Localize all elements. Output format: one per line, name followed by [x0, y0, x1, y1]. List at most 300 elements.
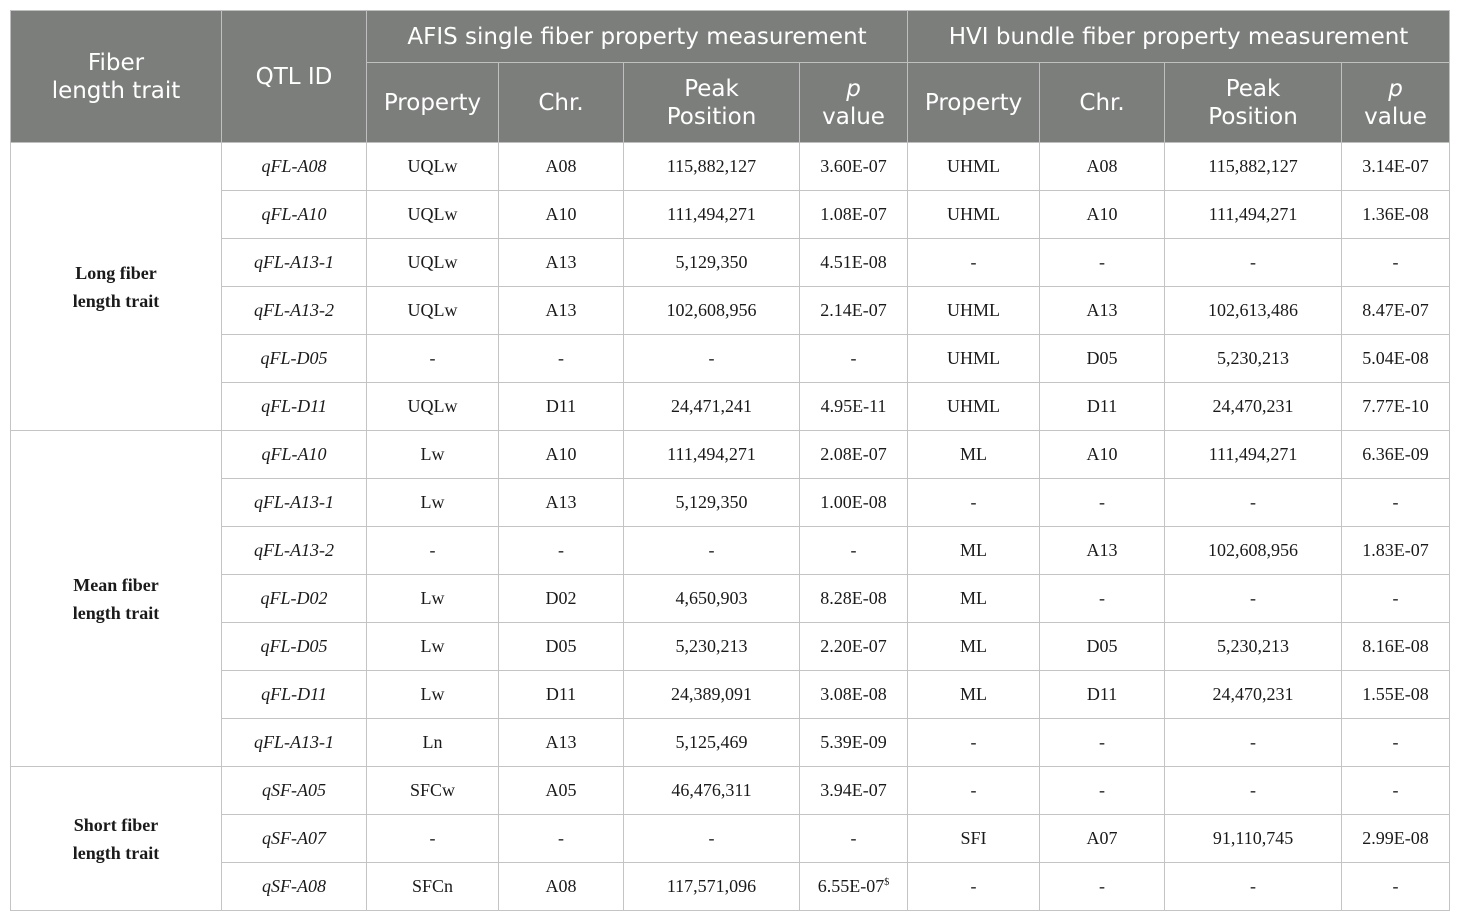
afis-p-value-value: 4.51E-08 — [820, 252, 887, 272]
header-afis-chr: Chr. — [499, 63, 624, 143]
afis-property-value: Lw — [420, 588, 445, 608]
hvi-peak-position-value: 102,608,956 — [1208, 540, 1299, 560]
afis-property-value: UQLw — [407, 300, 458, 320]
qtl-id-cell: qFL-A10 — [222, 191, 367, 239]
hvi-peak-position-value: 5,230,213 — [1217, 348, 1290, 368]
hvi-peak-position-cell — [1165, 815, 1342, 863]
hvi-peak-position-value: - — [1250, 588, 1257, 608]
hvi-property-cell — [908, 719, 1040, 767]
afis-p-value-cell — [800, 383, 908, 431]
afis-chr-cell — [499, 623, 624, 671]
header-hvi-property: Property — [908, 63, 1040, 143]
afis-peak-position-cell — [624, 479, 800, 527]
afis-chr-value: - — [558, 828, 564, 848]
afis-p-value-value: 1.00E-08 — [820, 492, 887, 512]
afis-peak-position-cell — [624, 431, 800, 479]
hvi-chr-cell — [1040, 287, 1165, 335]
afis-chr-cell — [499, 719, 624, 767]
hvi-chr-value: A13 — [1086, 300, 1118, 320]
afis-chr-value: D05 — [545, 636, 577, 656]
hvi-peak-position-value: 5,230,213 — [1217, 636, 1290, 656]
hvi-chr-cell — [1040, 575, 1165, 623]
afis-property-cell — [367, 383, 499, 431]
afis-p-value-cell — [800, 287, 908, 335]
afis-peak-position-cell — [624, 383, 800, 431]
afis-property-cell — [367, 287, 499, 335]
afis-chr-cell — [499, 335, 624, 383]
afis-p-value-value: - — [850, 828, 857, 848]
afis-chr-value: A13 — [545, 300, 577, 320]
hvi-property-cell — [908, 479, 1040, 527]
hvi-chr-value: - — [1099, 492, 1106, 512]
hvi-chr-value: D11 — [1086, 396, 1118, 416]
afis-p-value-cell — [800, 671, 908, 719]
afis-p-value-cell — [800, 239, 908, 287]
hvi-peak-position-cell — [1165, 767, 1342, 815]
hvi-peak-position-cell — [1165, 671, 1342, 719]
hvi-p-value-cell — [1342, 719, 1450, 767]
afis-chr-cell — [499, 767, 624, 815]
afis-p-value-value: 5.39E-09 — [820, 732, 887, 752]
afis-chr-value: - — [558, 348, 564, 368]
qtl-id-cell: qFL-D11 — [222, 383, 367, 431]
hvi-property-value: ML — [960, 636, 988, 656]
qtl-id-cell: qFL-D05 — [222, 335, 367, 383]
afis-property-value: Lw — [420, 492, 445, 512]
hvi-p-value-value: 1.36E-08 — [1362, 204, 1429, 224]
qtl-id-cell: qFL-A08 — [222, 143, 367, 191]
afis-property-cell — [367, 623, 499, 671]
hvi-peak-position-cell — [1165, 575, 1342, 623]
hvi-p-value-value: 8.16E-08 — [1362, 636, 1429, 656]
afis-property-cell — [367, 191, 499, 239]
table-row — [11, 479, 1450, 527]
afis-chr-value: D11 — [545, 396, 577, 416]
afis-chr-value: D11 — [545, 684, 577, 704]
hvi-property-value: ML — [960, 684, 988, 704]
header-afis-property: Property — [367, 63, 499, 143]
hvi-p-value-cell — [1342, 575, 1450, 623]
trait-group-label: Mean fiber length trait — [11, 431, 222, 767]
table-row — [11, 143, 1450, 191]
afis-chr-value: A08 — [545, 156, 577, 176]
qtl-id-cell: qFL-A13-1 — [222, 719, 367, 767]
afis-peak-position-value: 5,230,213 — [675, 636, 748, 656]
table-row — [11, 287, 1450, 335]
hvi-property-value: - — [970, 780, 977, 800]
afis-peak-position-value: 111,494,271 — [667, 444, 756, 464]
afis-peak-position-value: 111,494,271 — [667, 204, 756, 224]
hvi-p-value-value: 3.14E-07 — [1362, 156, 1429, 176]
hvi-p-value-value: 7.77E-10 — [1362, 396, 1429, 416]
hvi-property-cell — [908, 191, 1040, 239]
afis-peak-position-cell — [624, 191, 800, 239]
afis-peak-position-value: 5,125,469 — [675, 732, 748, 752]
qtl-id-cell: qFL-D11 — [222, 671, 367, 719]
afis-property-cell — [367, 815, 499, 863]
afis-chr-cell — [499, 383, 624, 431]
hvi-property-cell — [908, 287, 1040, 335]
afis-chr-value: A13 — [545, 732, 577, 752]
afis-p-value-value: 4.95E-11 — [820, 396, 887, 416]
hvi-p-value-cell — [1342, 527, 1450, 575]
afis-p-value-cell — [800, 479, 908, 527]
afis-property-value: Lw — [420, 636, 445, 656]
hvi-p-value-cell — [1342, 671, 1450, 719]
afis-p-value-value: 1.08E-07 — [820, 204, 887, 224]
hvi-property-value: UHML — [947, 156, 1001, 176]
afis-property-value: Ln — [422, 732, 443, 752]
afis-property-value: SFCw — [409, 780, 456, 800]
hvi-property-value: UHML — [947, 348, 1001, 368]
hvi-property-value: ML — [960, 540, 988, 560]
afis-property-value: Lw — [420, 684, 445, 704]
afis-chr-cell — [499, 863, 624, 911]
table-row — [11, 239, 1450, 287]
hvi-chr-value: A10 — [1086, 204, 1118, 224]
afis-property-value: UQLw — [407, 252, 458, 272]
afis-p-value-cell — [800, 335, 908, 383]
afis-p-value-value: 2.14E-07 — [820, 300, 887, 320]
hvi-p-value-cell — [1342, 623, 1450, 671]
afis-p-value-cell — [800, 623, 908, 671]
hvi-chr-cell — [1040, 191, 1165, 239]
afis-p-value-value: 6.55E-07 — [817, 876, 885, 896]
afis-p-value-cell — [800, 863, 908, 911]
afis-chr-cell — [499, 479, 624, 527]
afis-property-value: UQLw — [407, 156, 458, 176]
hvi-p-value-cell — [1342, 239, 1450, 287]
afis-chr-value: A13 — [545, 492, 577, 512]
afis-peak-position-value: - — [708, 348, 715, 368]
hvi-chr-value: A08 — [1086, 156, 1118, 176]
afis-property-value: - — [429, 540, 436, 560]
hvi-peak-position-cell — [1165, 719, 1342, 767]
afis-peak-position-value: 24,389,091 — [671, 684, 752, 704]
hvi-chr-cell — [1040, 335, 1165, 383]
afis-peak-position-cell — [624, 335, 800, 383]
afis-p-value-cell — [800, 143, 908, 191]
hvi-peak-position-value: 91,110,745 — [1212, 828, 1294, 848]
header-hvi-chr: Chr. — [1040, 63, 1165, 143]
hvi-property-cell — [908, 671, 1040, 719]
hvi-chr-value: - — [1099, 780, 1106, 800]
afis-peak-position-cell — [624, 575, 800, 623]
hvi-p-value-value: - — [1392, 252, 1399, 272]
afis-property-value: - — [429, 828, 436, 848]
hvi-chr-cell — [1040, 671, 1165, 719]
afis-property-cell — [367, 239, 499, 287]
afis-peak-position-value: 115,882,127 — [666, 156, 757, 176]
afis-p-value-value: 3.60E-07 — [820, 156, 887, 176]
qtl-id-cell: qSF-A08 — [222, 863, 367, 911]
hvi-property-value: UHML — [947, 204, 1001, 224]
afis-property-cell — [367, 719, 499, 767]
hvi-p-value-value: 1.55E-08 — [1362, 684, 1429, 704]
hvi-p-value-value: 5.04E-08 — [1362, 348, 1429, 368]
hvi-p-value-value: - — [1392, 588, 1399, 608]
hvi-p-value-cell — [1342, 191, 1450, 239]
hvi-chr-value: A07 — [1086, 828, 1118, 848]
hvi-p-value-cell — [1342, 383, 1450, 431]
qtl-id-cell: qSF-A05 — [222, 767, 367, 815]
hvi-property-cell — [908, 335, 1040, 383]
table-row — [11, 863, 1450, 911]
afis-property-cell — [367, 335, 499, 383]
hvi-chr-cell — [1040, 863, 1165, 911]
afis-p-value-value: 3.94E-07 — [820, 780, 887, 800]
afis-property-value: UQLw — [407, 204, 458, 224]
afis-peak-position-cell — [624, 719, 800, 767]
afis-property-value: Lw — [420, 444, 445, 464]
afis-p-value-cell — [800, 431, 908, 479]
afis-property-value: SFCn — [411, 876, 454, 896]
qtl-id-cell: qFL-A13-2 — [222, 287, 367, 335]
qtl-id-cell: qFL-D02 — [222, 575, 367, 623]
hvi-property-value: - — [970, 876, 977, 896]
table-row — [11, 335, 1450, 383]
afis-chr-cell — [499, 143, 624, 191]
hvi-peak-position-cell — [1165, 479, 1342, 527]
afis-chr-cell — [499, 239, 624, 287]
hvi-property-cell — [908, 383, 1040, 431]
qtl-id-cell: qFL-A13-1 — [222, 479, 367, 527]
header-qtl-id: QTL ID — [222, 11, 367, 143]
hvi-peak-position-value: 102,613,486 — [1208, 300, 1299, 320]
afis-peak-position-cell — [624, 767, 800, 815]
afis-property-cell — [367, 863, 499, 911]
afis-p-value-value: 3.08E-08 — [820, 684, 887, 704]
hvi-p-value-value: - — [1392, 876, 1399, 896]
afis-peak-position-value: - — [708, 828, 715, 848]
hvi-property-value: ML — [960, 588, 988, 608]
hvi-peak-position-cell — [1165, 287, 1342, 335]
afis-peak-position-value: 117,571,096 — [666, 876, 757, 896]
hvi-property-cell — [908, 527, 1040, 575]
hvi-property-cell — [908, 431, 1040, 479]
hvi-peak-position-value: - — [1250, 492, 1257, 512]
hvi-peak-position-cell — [1165, 239, 1342, 287]
hvi-property-cell — [908, 815, 1040, 863]
qtl-id-cell: qFL-A13-1 — [222, 239, 367, 287]
hvi-p-value-value: 2.99E-08 — [1362, 828, 1429, 848]
hvi-peak-position-cell — [1165, 383, 1342, 431]
hvi-p-value-value: - — [1392, 492, 1399, 512]
afis-property-cell — [367, 143, 499, 191]
hvi-peak-position-value: 115,882,127 — [1208, 156, 1298, 176]
afis-property-cell — [367, 575, 499, 623]
table-row — [11, 383, 1450, 431]
afis-property-value: - — [429, 348, 436, 368]
afis-p-value-value: 8.28E-08 — [820, 588, 887, 608]
afis-peak-position-value: 5,129,350 — [675, 252, 748, 272]
afis-peak-position-value: 46,476,311 — [671, 780, 752, 800]
afis-chr-cell — [499, 191, 624, 239]
hvi-property-value: UHML — [947, 396, 1001, 416]
hvi-p-value-cell — [1342, 143, 1450, 191]
hvi-property-value: - — [970, 492, 977, 512]
afis-peak-position-cell — [624, 239, 800, 287]
hvi-chr-cell — [1040, 239, 1165, 287]
afis-chr-cell — [499, 287, 624, 335]
afis-p-value-value: 2.08E-07 — [820, 444, 887, 464]
afis-chr-value: D02 — [545, 588, 577, 608]
afis-p-value-cell — [800, 191, 908, 239]
afis-peak-position-cell — [624, 671, 800, 719]
header-afis: AFIS single fiber property measurement — [367, 11, 908, 63]
header-afis-p-value: p value — [800, 63, 908, 143]
header-afis-peak-position: Peak Position — [624, 63, 800, 143]
hvi-peak-position-cell — [1165, 143, 1342, 191]
qtl-id-cell: qFL-A10 — [222, 431, 367, 479]
hvi-peak-position-cell — [1165, 335, 1342, 383]
hvi-p-value-cell — [1342, 479, 1450, 527]
hvi-peak-position-value: 111,494,271 — [1208, 204, 1298, 224]
hvi-chr-value: D05 — [1086, 348, 1118, 368]
afis-chr-cell — [499, 431, 624, 479]
afis-property-cell — [367, 431, 499, 479]
afis-property-cell — [367, 527, 499, 575]
hvi-peak-position-value: - — [1250, 780, 1257, 800]
hvi-chr-value: A10 — [1086, 444, 1118, 464]
hvi-p-value-cell — [1342, 767, 1450, 815]
header-hvi-p-value: p value — [1342, 63, 1450, 143]
hvi-p-value-cell — [1342, 287, 1450, 335]
afis-chr-value: A08 — [545, 876, 577, 896]
afis-chr-value: - — [558, 540, 564, 560]
hvi-p-value-cell — [1342, 431, 1450, 479]
afis-p-value-cell — [800, 719, 908, 767]
table-body — [11, 143, 1450, 911]
hvi-chr-cell — [1040, 143, 1165, 191]
qtl-id-cell: qFL-D05 — [222, 623, 367, 671]
hvi-p-value-cell — [1342, 863, 1450, 911]
hvi-chr-value: D05 — [1086, 636, 1118, 656]
afis-peak-position-cell — [624, 815, 800, 863]
afis-p-value-cell — [800, 527, 908, 575]
afis-p-value-value: 2.20E-07 — [820, 636, 887, 656]
hvi-peak-position-value: 24,470,231 — [1212, 684, 1294, 704]
hvi-peak-position-cell — [1165, 623, 1342, 671]
afis-peak-position-cell — [624, 527, 800, 575]
hvi-chr-cell — [1040, 431, 1165, 479]
qtl-id-cell: qFL-A13-2 — [222, 527, 367, 575]
table-row — [11, 767, 1450, 815]
hvi-p-value-value: - — [1392, 732, 1399, 752]
hvi-p-value-value: 8.47E-07 — [1362, 300, 1429, 320]
hvi-chr-value: - — [1099, 588, 1106, 608]
hvi-peak-position-value: 111,494,271 — [1208, 444, 1298, 464]
afis-peak-position-value: - — [708, 540, 715, 560]
table-header — [11, 11, 1450, 143]
hvi-property-value: - — [970, 252, 977, 272]
hvi-property-cell — [908, 143, 1040, 191]
afis-chr-value: A10 — [545, 444, 577, 464]
afis-p-value-cell — [800, 575, 908, 623]
trait-group-label: Short fiber length trait — [11, 767, 222, 911]
afis-peak-position-value: 5,129,350 — [675, 492, 748, 512]
qtl-id-cell: qSF-A07 — [222, 815, 367, 863]
afis-chr-cell — [499, 671, 624, 719]
hvi-peak-position-cell — [1165, 863, 1342, 911]
hvi-peak-position-cell — [1165, 431, 1342, 479]
afis-property-cell — [367, 671, 499, 719]
hvi-property-value: SFI — [960, 828, 987, 848]
afis-chr-value: A10 — [545, 204, 577, 224]
afis-chr-cell — [499, 815, 624, 863]
hvi-property-cell — [908, 575, 1040, 623]
afis-peak-position-value: 24,471,241 — [671, 396, 752, 416]
table-row — [11, 527, 1450, 575]
hvi-chr-cell — [1040, 719, 1165, 767]
afis-p-value-cell — [800, 767, 908, 815]
hvi-peak-position-value: 24,470,231 — [1212, 396, 1294, 416]
hvi-chr-value: - — [1099, 876, 1106, 896]
afis-p-value-value: - — [850, 348, 857, 368]
afis-p-value-cell — [800, 815, 908, 863]
afis-peak-position-cell — [624, 143, 800, 191]
afis-peak-position-cell — [624, 623, 800, 671]
hvi-property-value: ML — [960, 444, 988, 464]
trait-group-label: Long fiber length trait — [11, 143, 222, 431]
table-row — [11, 623, 1450, 671]
hvi-peak-position-value: - — [1250, 252, 1257, 272]
hvi-property-value: - — [970, 732, 977, 752]
hvi-chr-value: D11 — [1086, 684, 1118, 704]
hvi-peak-position-value: - — [1250, 876, 1257, 896]
hvi-chr-cell — [1040, 527, 1165, 575]
header-fiber-length-trait: Fiber length trait — [11, 11, 222, 143]
afis-peak-position-value: 4,650,903 — [675, 588, 748, 608]
hvi-peak-position-value: - — [1250, 732, 1257, 752]
hvi-peak-position-cell — [1165, 527, 1342, 575]
afis-peak-position-cell — [624, 287, 800, 335]
hvi-chr-cell — [1040, 767, 1165, 815]
hvi-p-value-value: 1.83E-07 — [1362, 540, 1429, 560]
hvi-chr-cell — [1040, 383, 1165, 431]
hvi-p-value-cell — [1342, 335, 1450, 383]
hvi-property-cell — [908, 623, 1040, 671]
table-row — [11, 431, 1450, 479]
header-hvi-peak-position: Peak Position — [1165, 63, 1342, 143]
hvi-property-cell — [908, 863, 1040, 911]
afis-chr-cell — [499, 527, 624, 575]
table-row — [11, 575, 1450, 623]
hvi-p-value-cell — [1342, 815, 1450, 863]
afis-property-cell — [367, 479, 499, 527]
hvi-p-value-value: - — [1392, 780, 1399, 800]
hvi-chr-cell — [1040, 623, 1165, 671]
hvi-p-value-value: 6.36E-09 — [1362, 444, 1429, 464]
table-row — [11, 671, 1450, 719]
afis-chr-value: A05 — [545, 780, 577, 800]
hvi-chr-value: - — [1099, 252, 1106, 272]
hvi-chr-value: A13 — [1086, 540, 1118, 560]
hvi-chr-cell — [1040, 479, 1165, 527]
table-row — [11, 191, 1450, 239]
footnote-marker: $ — [884, 877, 890, 888]
table-row — [11, 815, 1450, 863]
afis-p-value-value: - — [850, 540, 857, 560]
afis-peak-position-value: 102,608,956 — [666, 300, 757, 320]
afis-peak-position-cell — [624, 863, 800, 911]
afis-property-value: UQLw — [407, 396, 458, 416]
hvi-property-value: UHML — [947, 300, 1001, 320]
afis-chr-cell — [499, 575, 624, 623]
hvi-peak-position-cell — [1165, 191, 1342, 239]
table-row — [11, 719, 1450, 767]
afis-chr-value: A13 — [545, 252, 577, 272]
